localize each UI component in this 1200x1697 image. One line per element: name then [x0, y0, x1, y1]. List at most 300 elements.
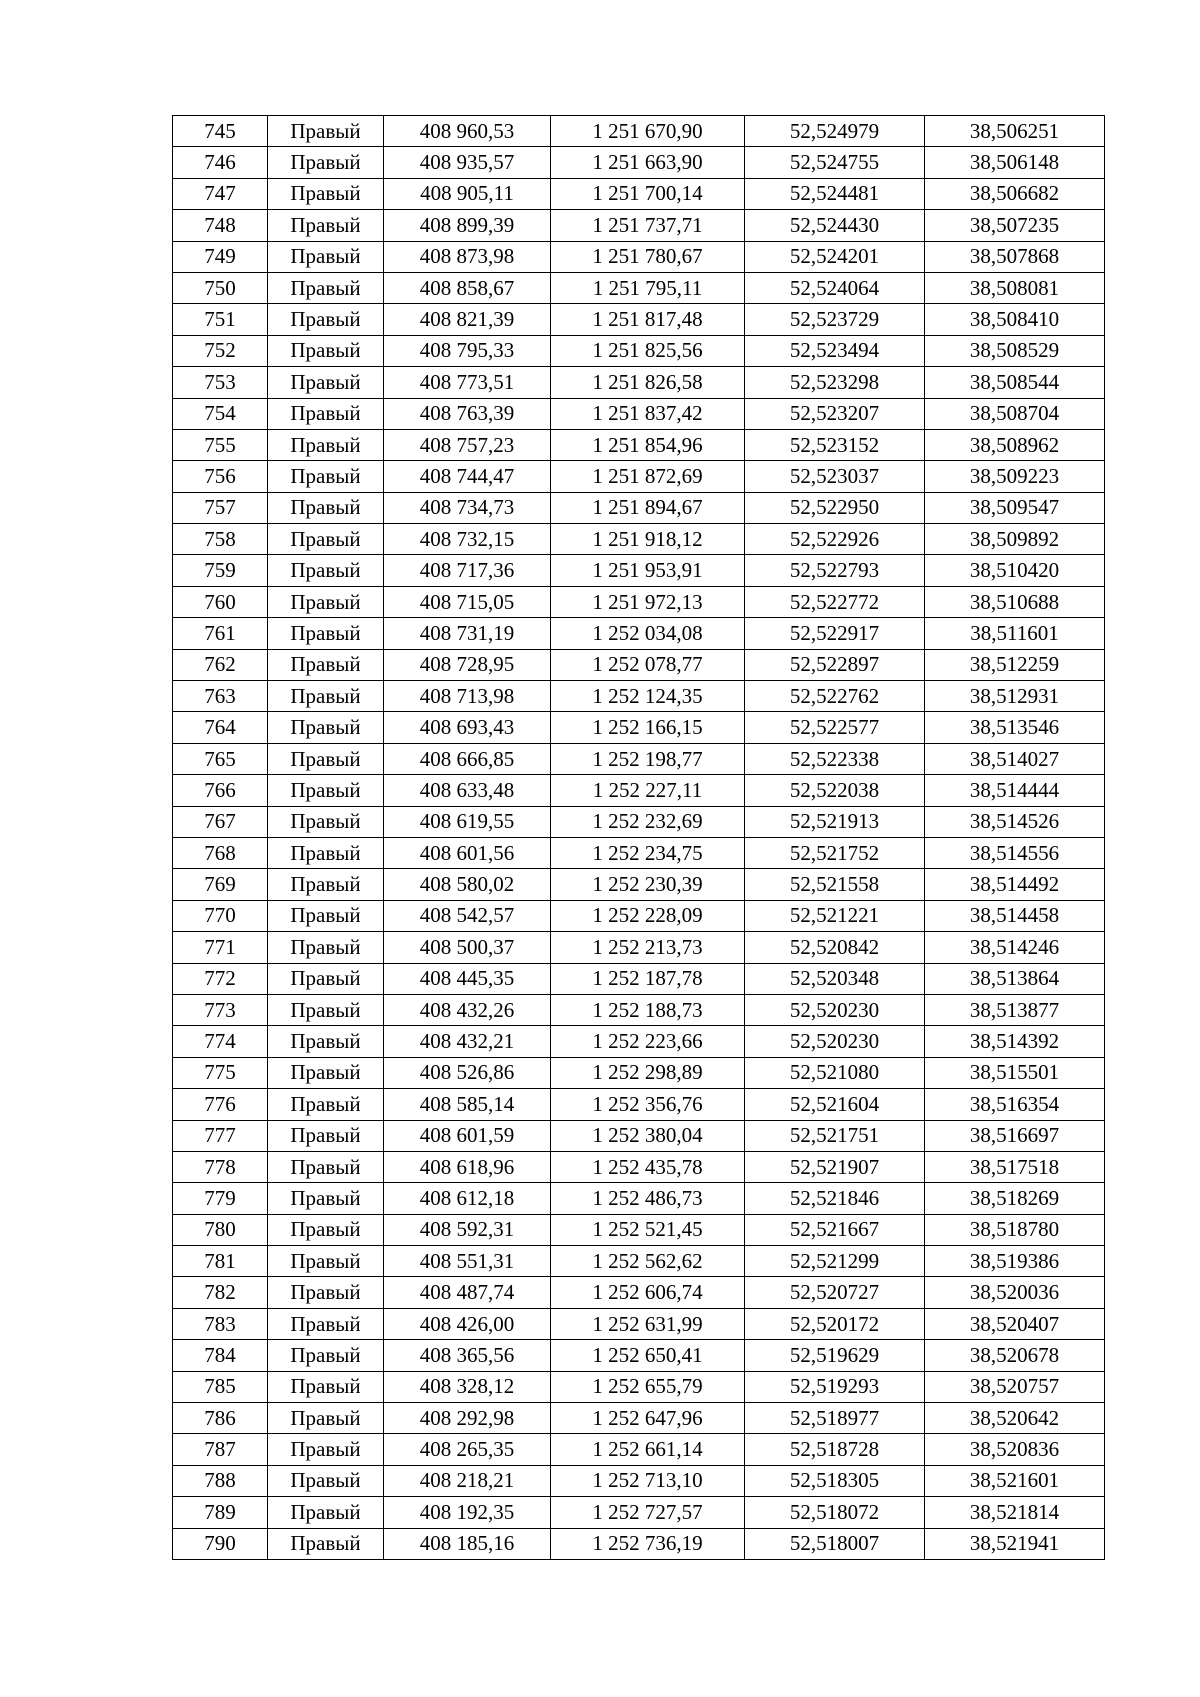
latitude-cell: 52,521299 [745, 1246, 925, 1277]
x-coordinate-cell: 408 713,98 [384, 681, 551, 712]
point-number-cell: 749 [173, 241, 268, 272]
table-row [173, 1183, 1105, 1214]
side-cell: Правый [268, 932, 384, 963]
y-coordinate-cell: 1 252 380,04 [551, 1120, 745, 1151]
table-row [173, 586, 1105, 617]
table-row [173, 1246, 1105, 1277]
side-cell: Правый [268, 555, 384, 586]
latitude-cell: 52,518072 [745, 1497, 925, 1528]
table-row [173, 1026, 1105, 1057]
latitude-cell: 52,519629 [745, 1340, 925, 1371]
table-row [173, 1120, 1105, 1151]
point-number-cell: 782 [173, 1277, 268, 1308]
y-coordinate-cell: 1 251 670,90 [551, 116, 745, 147]
y-coordinate-cell: 1 252 228,09 [551, 900, 745, 931]
point-number-cell: 772 [173, 963, 268, 994]
latitude-cell: 52,522762 [745, 681, 925, 712]
longitude-cell: 38,513877 [925, 994, 1105, 1025]
x-coordinate-cell: 408 873,98 [384, 241, 551, 272]
latitude-cell: 52,521907 [745, 1151, 925, 1182]
table-row [173, 618, 1105, 649]
x-coordinate-cell: 408 218,21 [384, 1465, 551, 1496]
longitude-cell: 38,510688 [925, 586, 1105, 617]
point-number-cell: 750 [173, 272, 268, 303]
x-coordinate-cell: 408 585,14 [384, 1089, 551, 1120]
x-coordinate-cell: 408 744,47 [384, 461, 551, 492]
longitude-cell: 38,518269 [925, 1183, 1105, 1214]
longitude-cell: 38,521814 [925, 1497, 1105, 1528]
y-coordinate-cell: 1 252 078,77 [551, 649, 745, 680]
latitude-cell: 52,520842 [745, 932, 925, 963]
table-row [173, 147, 1105, 178]
table-row [173, 681, 1105, 712]
y-coordinate-cell: 1 251 780,67 [551, 241, 745, 272]
latitude-cell: 52,520172 [745, 1308, 925, 1339]
point-number-cell: 746 [173, 147, 268, 178]
y-coordinate-cell: 1 252 213,73 [551, 932, 745, 963]
longitude-cell: 38,509892 [925, 524, 1105, 555]
side-cell: Правый [268, 712, 384, 743]
point-number-cell: 757 [173, 492, 268, 523]
y-coordinate-cell: 1 251 953,91 [551, 555, 745, 586]
longitude-cell: 38,507868 [925, 241, 1105, 272]
x-coordinate-cell: 408 526,86 [384, 1057, 551, 1088]
latitude-cell: 52,521080 [745, 1057, 925, 1088]
y-coordinate-cell: 1 251 817,48 [551, 304, 745, 335]
longitude-cell: 38,513864 [925, 963, 1105, 994]
longitude-cell: 38,520757 [925, 1371, 1105, 1402]
longitude-cell: 38,514444 [925, 775, 1105, 806]
latitude-cell: 52,520230 [745, 1026, 925, 1057]
x-coordinate-cell: 408 487,74 [384, 1277, 551, 1308]
point-number-cell: 786 [173, 1403, 268, 1434]
x-coordinate-cell: 408 445,35 [384, 963, 551, 994]
longitude-cell: 38,509223 [925, 461, 1105, 492]
longitude-cell: 38,506148 [925, 147, 1105, 178]
x-coordinate-cell: 408 734,73 [384, 492, 551, 523]
x-coordinate-cell: 408 717,36 [384, 555, 551, 586]
side-cell: Правый [268, 1277, 384, 1308]
side-cell: Правый [268, 241, 384, 272]
y-coordinate-cell: 1 251 972,13 [551, 586, 745, 617]
side-cell: Правый [268, 743, 384, 774]
table-row [173, 429, 1105, 460]
y-coordinate-cell: 1 251 918,12 [551, 524, 745, 555]
longitude-cell: 38,520407 [925, 1308, 1105, 1339]
y-coordinate-cell: 1 252 486,73 [551, 1183, 745, 1214]
point-number-cell: 787 [173, 1434, 268, 1465]
table-row [173, 649, 1105, 680]
side-cell: Правый [268, 492, 384, 523]
side-cell: Правый [268, 367, 384, 398]
point-number-cell: 781 [173, 1246, 268, 1277]
y-coordinate-cell: 1 252 650,41 [551, 1340, 745, 1371]
x-coordinate-cell: 408 500,37 [384, 932, 551, 963]
point-number-cell: 751 [173, 304, 268, 335]
x-coordinate-cell: 408 426,00 [384, 1308, 551, 1339]
y-coordinate-cell: 1 251 837,42 [551, 398, 745, 429]
x-coordinate-cell: 408 551,31 [384, 1246, 551, 1277]
longitude-cell: 38,520642 [925, 1403, 1105, 1434]
side-cell: Правый [268, 335, 384, 366]
longitude-cell: 38,518780 [925, 1214, 1105, 1245]
y-coordinate-cell: 1 252 198,77 [551, 743, 745, 774]
longitude-cell: 38,514458 [925, 900, 1105, 931]
latitude-cell: 52,521752 [745, 837, 925, 868]
table-row [173, 178, 1105, 209]
table-row [173, 963, 1105, 994]
latitude-cell: 52,524064 [745, 272, 925, 303]
point-number-cell: 785 [173, 1371, 268, 1402]
longitude-cell: 38,514526 [925, 806, 1105, 837]
latitude-cell: 52,521846 [745, 1183, 925, 1214]
latitude-cell: 52,521667 [745, 1214, 925, 1245]
x-coordinate-cell: 408 905,11 [384, 178, 551, 209]
table-row [173, 492, 1105, 523]
point-number-cell: 767 [173, 806, 268, 837]
x-coordinate-cell: 408 601,56 [384, 837, 551, 868]
y-coordinate-cell: 1 251 826,58 [551, 367, 745, 398]
latitude-cell: 52,524979 [745, 116, 925, 147]
side-cell: Правый [268, 429, 384, 460]
y-coordinate-cell: 1 251 795,11 [551, 272, 745, 303]
side-cell: Правый [268, 147, 384, 178]
latitude-cell: 52,518007 [745, 1528, 925, 1559]
x-coordinate-cell: 408 858,67 [384, 272, 551, 303]
x-coordinate-cell: 408 365,56 [384, 1340, 551, 1371]
side-cell: Правый [268, 1151, 384, 1182]
longitude-cell: 38,509547 [925, 492, 1105, 523]
y-coordinate-cell: 1 252 124,35 [551, 681, 745, 712]
longitude-cell: 38,519386 [925, 1246, 1105, 1277]
y-coordinate-cell: 1 252 034,08 [551, 618, 745, 649]
point-number-cell: 790 [173, 1528, 268, 1559]
x-coordinate-cell: 408 601,59 [384, 1120, 551, 1151]
point-number-cell: 777 [173, 1120, 268, 1151]
x-coordinate-cell: 408 763,39 [384, 398, 551, 429]
longitude-cell: 38,516697 [925, 1120, 1105, 1151]
side-cell: Правый [268, 775, 384, 806]
longitude-cell: 38,512931 [925, 681, 1105, 712]
point-number-cell: 774 [173, 1026, 268, 1057]
y-coordinate-cell: 1 251 663,90 [551, 147, 745, 178]
table-body [173, 116, 1105, 1560]
side-cell: Правый [268, 963, 384, 994]
x-coordinate-cell: 408 633,48 [384, 775, 551, 806]
point-number-cell: 747 [173, 178, 268, 209]
latitude-cell: 52,524201 [745, 241, 925, 272]
table-row [173, 712, 1105, 743]
point-number-cell: 783 [173, 1308, 268, 1339]
y-coordinate-cell: 1 252 234,75 [551, 837, 745, 868]
x-coordinate-cell: 408 693,43 [384, 712, 551, 743]
x-coordinate-cell: 408 899,39 [384, 210, 551, 241]
table-row [173, 335, 1105, 366]
y-coordinate-cell: 1 252 655,79 [551, 1371, 745, 1402]
side-cell: Правый [268, 649, 384, 680]
latitude-cell: 52,518305 [745, 1465, 925, 1496]
longitude-cell: 38,514027 [925, 743, 1105, 774]
x-coordinate-cell: 408 619,55 [384, 806, 551, 837]
table-row [173, 994, 1105, 1025]
table-row [173, 775, 1105, 806]
longitude-cell: 38,508544 [925, 367, 1105, 398]
x-coordinate-cell: 408 935,57 [384, 147, 551, 178]
latitude-cell: 52,523494 [745, 335, 925, 366]
x-coordinate-cell: 408 715,05 [384, 586, 551, 617]
side-cell: Правый [268, 1214, 384, 1245]
side-cell: Правый [268, 994, 384, 1025]
x-coordinate-cell: 408 731,19 [384, 618, 551, 649]
table-row [173, 1465, 1105, 1496]
y-coordinate-cell: 1 251 872,69 [551, 461, 745, 492]
latitude-cell: 52,522338 [745, 743, 925, 774]
point-number-cell: 769 [173, 869, 268, 900]
point-number-cell: 773 [173, 994, 268, 1025]
y-coordinate-cell: 1 252 435,78 [551, 1151, 745, 1182]
y-coordinate-cell: 1 252 606,74 [551, 1277, 745, 1308]
y-coordinate-cell: 1 252 521,45 [551, 1214, 745, 1245]
x-coordinate-cell: 408 773,51 [384, 367, 551, 398]
latitude-cell: 52,523729 [745, 304, 925, 335]
side-cell: Правый [268, 524, 384, 555]
longitude-cell: 38,514392 [925, 1026, 1105, 1057]
latitude-cell: 52,523207 [745, 398, 925, 429]
latitude-cell: 52,523152 [745, 429, 925, 460]
side-cell: Правый [268, 461, 384, 492]
longitude-cell: 38,520678 [925, 1340, 1105, 1371]
table-row [173, 210, 1105, 241]
latitude-cell: 52,524481 [745, 178, 925, 209]
longitude-cell: 38,512259 [925, 649, 1105, 680]
side-cell: Правый [268, 398, 384, 429]
side-cell: Правый [268, 1026, 384, 1057]
table-row [173, 900, 1105, 931]
table-row [173, 272, 1105, 303]
x-coordinate-cell: 408 821,39 [384, 304, 551, 335]
point-number-cell: 776 [173, 1089, 268, 1120]
table-row [173, 1057, 1105, 1088]
y-coordinate-cell: 1 252 187,78 [551, 963, 745, 994]
y-coordinate-cell: 1 252 298,89 [551, 1057, 745, 1088]
table-row [173, 1277, 1105, 1308]
latitude-cell: 52,522926 [745, 524, 925, 555]
latitude-cell: 52,522793 [745, 555, 925, 586]
latitude-cell: 52,524430 [745, 210, 925, 241]
point-number-cell: 764 [173, 712, 268, 743]
longitude-cell: 38,516354 [925, 1089, 1105, 1120]
longitude-cell: 38,520836 [925, 1434, 1105, 1465]
point-number-cell: 761 [173, 618, 268, 649]
table-row [173, 1308, 1105, 1339]
point-number-cell: 784 [173, 1340, 268, 1371]
latitude-cell: 52,522950 [745, 492, 925, 523]
x-coordinate-cell: 408 580,02 [384, 869, 551, 900]
side-cell: Правый [268, 1497, 384, 1528]
point-number-cell: 780 [173, 1214, 268, 1245]
longitude-cell: 38,514246 [925, 932, 1105, 963]
longitude-cell: 38,520036 [925, 1277, 1105, 1308]
point-number-cell: 771 [173, 932, 268, 963]
latitude-cell: 52,523298 [745, 367, 925, 398]
y-coordinate-cell: 1 251 737,71 [551, 210, 745, 241]
point-number-cell: 763 [173, 681, 268, 712]
side-cell: Правый [268, 1308, 384, 1339]
x-coordinate-cell: 408 592,31 [384, 1214, 551, 1245]
side-cell: Правый [268, 272, 384, 303]
longitude-cell: 38,506682 [925, 178, 1105, 209]
longitude-cell: 38,508081 [925, 272, 1105, 303]
y-coordinate-cell: 1 252 227,11 [551, 775, 745, 806]
point-number-cell: 753 [173, 367, 268, 398]
longitude-cell: 38,511601 [925, 618, 1105, 649]
side-cell: Правый [268, 1057, 384, 1088]
table-row [173, 1528, 1105, 1559]
table-row [173, 1340, 1105, 1371]
side-cell: Правый [268, 304, 384, 335]
table-row [173, 806, 1105, 837]
y-coordinate-cell: 1 252 727,57 [551, 1497, 745, 1528]
longitude-cell: 38,508410 [925, 304, 1105, 335]
point-number-cell: 754 [173, 398, 268, 429]
table-row [173, 1214, 1105, 1245]
longitude-cell: 38,513546 [925, 712, 1105, 743]
side-cell: Правый [268, 1371, 384, 1402]
point-number-cell: 748 [173, 210, 268, 241]
latitude-cell: 52,521751 [745, 1120, 925, 1151]
side-cell: Правый [268, 210, 384, 241]
point-number-cell: 759 [173, 555, 268, 586]
longitude-cell: 38,517518 [925, 1151, 1105, 1182]
point-number-cell: 766 [173, 775, 268, 806]
latitude-cell: 52,521913 [745, 806, 925, 837]
side-cell: Правый [268, 900, 384, 931]
x-coordinate-cell: 408 185,16 [384, 1528, 551, 1559]
side-cell: Правый [268, 116, 384, 147]
side-cell: Правый [268, 178, 384, 209]
point-number-cell: 745 [173, 116, 268, 147]
longitude-cell: 38,521601 [925, 1465, 1105, 1496]
table-row [173, 367, 1105, 398]
table-row [173, 1497, 1105, 1528]
y-coordinate-cell: 1 252 230,39 [551, 869, 745, 900]
y-coordinate-cell: 1 252 631,99 [551, 1308, 745, 1339]
y-coordinate-cell: 1 251 894,67 [551, 492, 745, 523]
longitude-cell: 38,510420 [925, 555, 1105, 586]
point-number-cell: 760 [173, 586, 268, 617]
longitude-cell: 38,521941 [925, 1528, 1105, 1559]
longitude-cell: 38,506251 [925, 116, 1105, 147]
y-coordinate-cell: 1 252 223,66 [551, 1026, 745, 1057]
y-coordinate-cell: 1 251 825,56 [551, 335, 745, 366]
latitude-cell: 52,521221 [745, 900, 925, 931]
longitude-cell: 38,508529 [925, 335, 1105, 366]
y-coordinate-cell: 1 252 736,19 [551, 1528, 745, 1559]
side-cell: Правый [268, 1403, 384, 1434]
y-coordinate-cell: 1 252 562,62 [551, 1246, 745, 1277]
y-coordinate-cell: 1 251 854,96 [551, 429, 745, 460]
point-number-cell: 788 [173, 1465, 268, 1496]
point-number-cell: 775 [173, 1057, 268, 1088]
point-number-cell: 789 [173, 1497, 268, 1528]
latitude-cell: 52,518728 [745, 1434, 925, 1465]
x-coordinate-cell: 408 618,96 [384, 1151, 551, 1182]
table-row [173, 932, 1105, 963]
point-number-cell: 758 [173, 524, 268, 555]
x-coordinate-cell: 408 542,57 [384, 900, 551, 931]
longitude-cell: 38,508704 [925, 398, 1105, 429]
x-coordinate-cell: 408 757,23 [384, 429, 551, 460]
side-cell: Правый [268, 1120, 384, 1151]
table-row [173, 398, 1105, 429]
table-row [173, 1371, 1105, 1402]
latitude-cell: 52,524755 [745, 147, 925, 178]
table-row [173, 1434, 1105, 1465]
x-coordinate-cell: 408 612,18 [384, 1183, 551, 1214]
longitude-cell: 38,514492 [925, 869, 1105, 900]
point-number-cell: 770 [173, 900, 268, 931]
y-coordinate-cell: 1 252 356,76 [551, 1089, 745, 1120]
point-number-cell: 779 [173, 1183, 268, 1214]
side-cell: Правый [268, 1340, 384, 1371]
table-row [173, 116, 1105, 147]
latitude-cell: 52,520230 [745, 994, 925, 1025]
x-coordinate-cell: 408 292,98 [384, 1403, 551, 1434]
latitude-cell: 52,522038 [745, 775, 925, 806]
table-row [173, 461, 1105, 492]
side-cell: Правый [268, 837, 384, 868]
longitude-cell: 38,515501 [925, 1057, 1105, 1088]
side-cell: Правый [268, 1246, 384, 1277]
table-row [173, 555, 1105, 586]
x-coordinate-cell: 408 666,85 [384, 743, 551, 774]
point-number-cell: 768 [173, 837, 268, 868]
point-number-cell: 762 [173, 649, 268, 680]
table-row [173, 1403, 1105, 1434]
latitude-cell: 52,520348 [745, 963, 925, 994]
latitude-cell: 52,522577 [745, 712, 925, 743]
x-coordinate-cell: 408 732,15 [384, 524, 551, 555]
table-row [173, 1089, 1105, 1120]
point-number-cell: 778 [173, 1151, 268, 1182]
coordinates-table [172, 115, 1105, 1560]
side-cell: Правый [268, 1528, 384, 1559]
point-number-cell: 756 [173, 461, 268, 492]
table-row [173, 1151, 1105, 1182]
point-number-cell: 755 [173, 429, 268, 460]
side-cell: Правый [268, 1089, 384, 1120]
side-cell: Правый [268, 1434, 384, 1465]
longitude-cell: 38,507235 [925, 210, 1105, 241]
y-coordinate-cell: 1 252 647,96 [551, 1403, 745, 1434]
x-coordinate-cell: 408 328,12 [384, 1371, 551, 1402]
y-coordinate-cell: 1 251 700,14 [551, 178, 745, 209]
latitude-cell: 52,522772 [745, 586, 925, 617]
latitude-cell: 52,519293 [745, 1371, 925, 1402]
side-cell: Правый [268, 681, 384, 712]
x-coordinate-cell: 408 432,21 [384, 1026, 551, 1057]
x-coordinate-cell: 408 265,35 [384, 1434, 551, 1465]
x-coordinate-cell: 408 192,35 [384, 1497, 551, 1528]
table-row [173, 524, 1105, 555]
x-coordinate-cell: 408 960,53 [384, 116, 551, 147]
latitude-cell: 52,521604 [745, 1089, 925, 1120]
y-coordinate-cell: 1 252 166,15 [551, 712, 745, 743]
table-row [173, 743, 1105, 774]
side-cell: Правый [268, 586, 384, 617]
y-coordinate-cell: 1 252 713,10 [551, 1465, 745, 1496]
y-coordinate-cell: 1 252 661,14 [551, 1434, 745, 1465]
